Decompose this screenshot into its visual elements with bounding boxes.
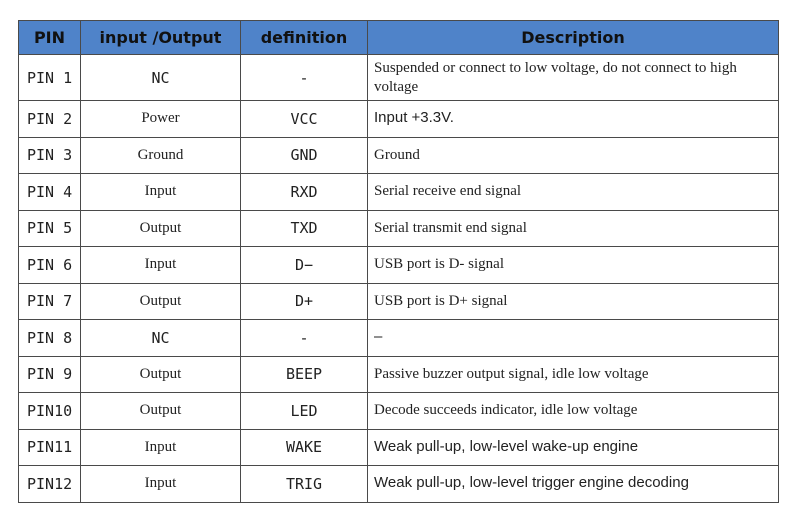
io-cell: Input bbox=[81, 466, 241, 503]
description-cell: – bbox=[368, 320, 779, 357]
definition-cell: TRIG bbox=[241, 466, 368, 503]
definition-cell: TXD bbox=[241, 210, 368, 247]
description-cell: Decode succeeds indicator, idle low voltage bbox=[368, 393, 779, 430]
definition-cell: - bbox=[241, 55, 368, 101]
table-row bbox=[19, 320, 779, 357]
pin-cell: PIN 9 bbox=[19, 356, 81, 393]
io-cell: Input bbox=[81, 247, 241, 284]
io-cell: NC bbox=[81, 55, 241, 101]
table-row bbox=[19, 137, 779, 174]
header-pin: PIN bbox=[19, 21, 81, 55]
pin-cell: PIN 1 bbox=[19, 55, 81, 101]
definition-cell: LED bbox=[241, 393, 368, 430]
pin-cell: PIN 5 bbox=[19, 210, 81, 247]
table-row bbox=[19, 55, 779, 101]
table-row bbox=[19, 356, 779, 393]
definition-cell: WAKE bbox=[241, 429, 368, 466]
description-cell: Input +3.3V. bbox=[368, 101, 779, 138]
io-cell: Input bbox=[81, 429, 241, 466]
pin-cell: PIN12 bbox=[19, 466, 81, 503]
definition-cell: RXD bbox=[241, 174, 368, 211]
pin-cell: PIN 8 bbox=[19, 320, 81, 357]
definition-cell: BEEP bbox=[241, 356, 368, 393]
table-row bbox=[19, 210, 779, 247]
description-cell: Suspended or connect to low voltage, do not connect to high voltage bbox=[368, 55, 779, 101]
description-cell: Weak pull-up, low-level wake-up engine bbox=[368, 429, 779, 466]
table-row bbox=[19, 247, 779, 284]
io-cell: Output bbox=[81, 283, 241, 320]
table-row bbox=[19, 174, 779, 211]
table-row bbox=[19, 393, 779, 430]
definition-cell: GND bbox=[241, 137, 368, 174]
pin-cell: PIN 2 bbox=[19, 101, 81, 138]
table-row bbox=[19, 466, 779, 503]
io-cell: Power bbox=[81, 101, 241, 138]
table-row bbox=[19, 429, 779, 466]
pin-cell: PIN11 bbox=[19, 429, 81, 466]
definition-cell: D+ bbox=[241, 283, 368, 320]
definition-cell: - bbox=[241, 320, 368, 357]
description-cell: Ground bbox=[368, 137, 779, 174]
description-cell: USB port is D- signal bbox=[368, 247, 779, 284]
description-cell: Serial transmit end signal bbox=[368, 210, 779, 247]
pin-definition-table bbox=[18, 20, 779, 503]
table-row bbox=[19, 283, 779, 320]
description-cell: USB port is D+ signal bbox=[368, 283, 779, 320]
io-cell: Output bbox=[81, 210, 241, 247]
description-cell: Serial receive end signal bbox=[368, 174, 779, 211]
definition-cell: D− bbox=[241, 247, 368, 284]
io-cell: Input bbox=[81, 174, 241, 211]
table-row bbox=[19, 101, 779, 138]
description-cell: Weak pull-up, low-level trigger engine decoding bbox=[368, 466, 779, 503]
io-cell: Output bbox=[81, 393, 241, 430]
header-description: Description bbox=[368, 21, 779, 55]
io-cell: Output bbox=[81, 356, 241, 393]
header-input-output: input /Output bbox=[81, 21, 241, 55]
pin-cell: PIN 7 bbox=[19, 283, 81, 320]
pin-cell: PIN10 bbox=[19, 393, 81, 430]
table-header-row bbox=[19, 21, 779, 55]
pin-cell: PIN 4 bbox=[19, 174, 81, 211]
io-cell: Ground bbox=[81, 137, 241, 174]
io-cell: NC bbox=[81, 320, 241, 357]
header-definition: definition bbox=[241, 21, 368, 55]
pin-cell: PIN 6 bbox=[19, 247, 81, 284]
definition-cell: VCC bbox=[241, 101, 368, 138]
description-cell: Passive buzzer output signal, idle low voltage bbox=[368, 356, 779, 393]
pin-cell: PIN 3 bbox=[19, 137, 81, 174]
